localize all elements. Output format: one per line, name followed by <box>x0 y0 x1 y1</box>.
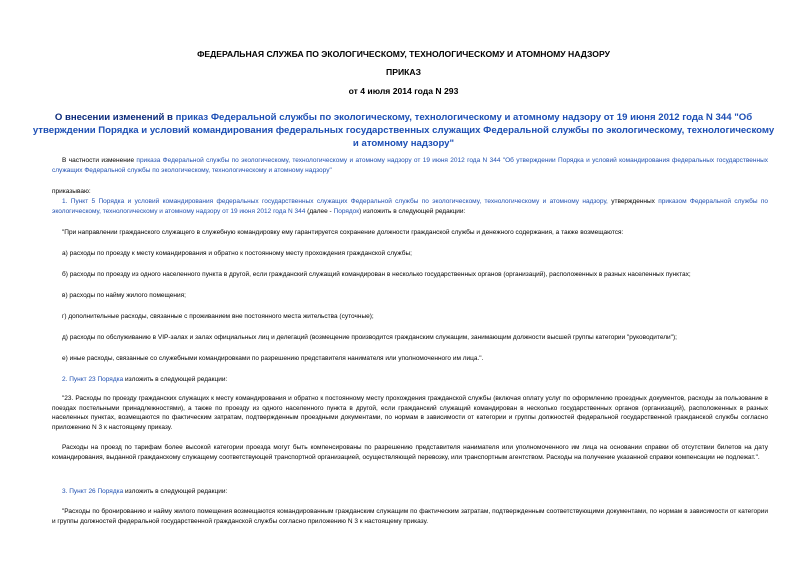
intro-paragraph <box>52 156 768 175</box>
clause-g-text: г) дополнительные расходы, связанные с проживанием вне постоянного места жительства (суточные); <box>62 313 374 320</box>
item1-mid2: (далее - <box>305 207 334 215</box>
intro-link[interactable]: приказа Федеральной службы по экологическому, технологическому и атомному надзору от 19 июня 2012 года N 344 "Об утверждении Порядка и условий командирования федеральных государственных служащих Федеральной службы по экологическому, технологическому и атомному надзору" <box>52 157 769 174</box>
item3-paragraph <box>52 487 768 497</box>
item2-paragraph <box>52 375 768 385</box>
clause-b-text: б) расходы по проезду из одного населенного пункта в другой, если гражданский служащий командирован в несколько государственных органов (организаций), расположенных в разных населенных пунктах; <box>62 271 691 278</box>
item2-prefix: 2. <box>62 376 70 383</box>
item1-link-point5[interactable]: 1. Пункт 5 Порядка и условий командирования федеральных государственных служащих Федеральной службы по экологическому, технологическому и атомному надзору, <box>62 198 608 205</box>
document-subtitle <box>30 111 777 150</box>
item3-tail: изложить в следующей редакции: <box>123 488 228 495</box>
clause-b <box>52 270 768 280</box>
item3-prefix: 3. <box>62 488 70 495</box>
clause-d-text: д) расходы по обслуживанию в VIP-залах и залах официальных лиц и делегаций (возмещение производится гражданским служащим, занимающим должности высшей группы категории "руководители"); <box>62 334 677 341</box>
p26-text: "Расходы по бронированию и найму жилого помещения возмещаются командированным гражданским служащим по фактическим затратам, подтвержденным соответствующими документами, по нормам в зависимости от категории и группы должностей федеральной государственной гражданской службы согласно приложению N 3 к настоящему приказу. <box>52 508 768 525</box>
p23a-text: "23. Расходы по проезду гражданских служащих к месту командирования и обратно к постоянному месту прохождения гражданской службы (включая оплату услуг по оформлению проездных документов, расходы за пользование в поездах постельными принадлежностями), а также по проезду из одного населенного пункта в другой, если гражданский служащий командирован в несколько государственных органов (организаций), расположенных в разных населенных пунктах, возмещаются по фактическим затратам, подтвержденным проездными документами, по нормам в зависимости от категории и группы должностей федеральной государственной гражданской службы согласно приложению N 3 к настоящему приказу. <box>52 395 768 431</box>
subtitle-prefix: О внесении изменений в <box>54 112 176 123</box>
clause-a-text: а) расходы по проезду к месту командирования и обратно к постоянному месту прохождения гражданской службы; <box>62 250 412 257</box>
item3-link[interactable]: Пункт 26 Порядка <box>69 488 124 495</box>
clause-v-text: в) расходы по найму жилого помещения; <box>62 292 186 299</box>
clause-main-text: "При направлении гражданского служащего в служебную командировку ему гарантируется сохранение должности гражданской службы и денежного содержания, а также возмещаются: <box>62 229 624 236</box>
clause-g <box>52 312 768 322</box>
clause-e <box>52 354 768 364</box>
item2-link[interactable]: Пункт 23 Порядка <box>69 376 124 383</box>
clause-e-text: е) иные расходы, связанные со служебными командировками по разрешению представителя нанимателя или уполномоченного им лица.". <box>62 355 484 362</box>
clause-a <box>52 249 768 259</box>
p26-paragraph <box>52 507 768 526</box>
agency-heading: ФЕДЕРАЛЬНАЯ СЛУЖБА ПО ЭКОЛОГИЧЕСКОМУ, ТЕХНОЛОГИЧЕСКОМУ И АТОМНОМУ НАДЗОРУ <box>197 49 610 59</box>
doc-type-heading: ПРИКАЗ <box>386 67 421 77</box>
item1-link-order[interactable]: приказом Федеральной службы по экологическому, технологическому и атомному надзору от 19 июня 2012 года N 344 <box>52 198 768 215</box>
order-word: приказываю: <box>52 188 91 195</box>
item1-link-poryadok[interactable]: Порядок <box>333 207 360 215</box>
intro-prefix: В частности изменение <box>62 157 137 164</box>
p23b-text: Расходы на проезд по тарифам более высокой категории проезда могут быть компенсированы по разрешению представителя нанимателя или уполномоченного им лица на основании справки об отсутствии билетов на дату командирования, выданной гражданскому служащему соответствующей транспортной организацией, осуществляющей перевозку, или транспортным агентством. Расходы на получение указанной справки компенсации не подлежат.". <box>52 444 768 461</box>
item1-tail: ) изложить в следующей редакции: <box>359 207 466 215</box>
item1-mid: утвержденных <box>607 198 659 205</box>
p23a-paragraph <box>52 394 768 432</box>
item1-paragraph <box>52 197 768 216</box>
clause-main <box>52 228 768 238</box>
item2-tail: изложить в следующей редакции: <box>123 376 228 383</box>
clause-d <box>52 333 768 343</box>
date-number-heading: от 4 июля 2014 года N 293 <box>348 86 459 96</box>
subtitle-link[interactable]: приказ Федеральной службы по экологическому, технологическому и атомному надзору от 19 июня 2012 года N 344 "Об утверждении Порядка и условий командирования федеральных государственных служащих Федеральной службы по экологическому, технологическому и атомному надзору" <box>32 112 775 149</box>
clause-v <box>52 291 768 301</box>
p23b-paragraph <box>52 443 768 462</box>
